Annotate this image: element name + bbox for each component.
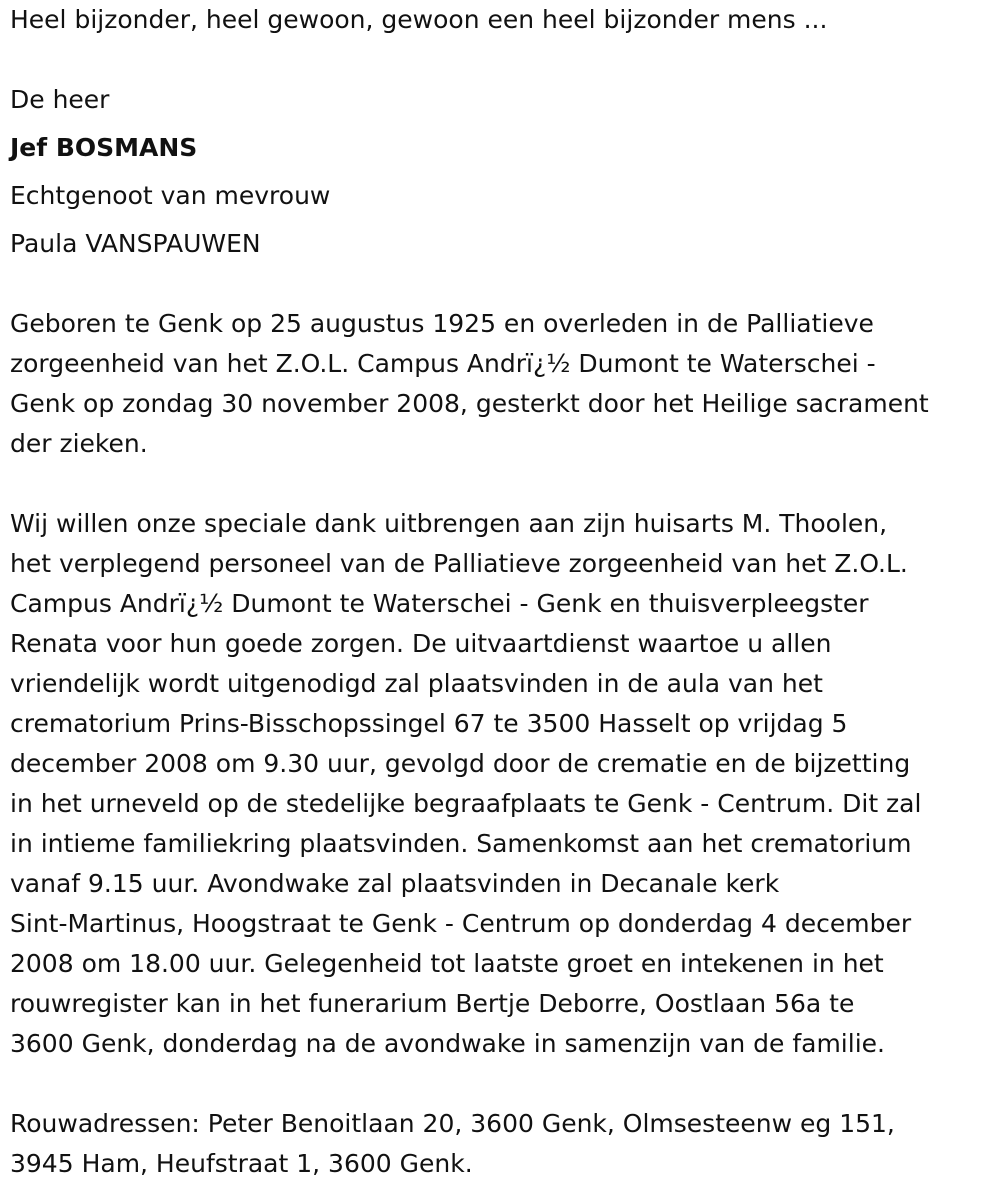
paragraph-line: Rouwadressen: Peter Benoitlaan 20, 3600 Genk, Olmsesteenw eg 151, [10, 1109, 895, 1138]
spouse-label: Echtgenoot van mevrouw [10, 181, 331, 210]
paragraph-line: zorgeenheid van het Z.O.L. Campus Andrï¿½ Dumont te Waterschei - [10, 349, 876, 378]
deceased-name: Jef BOSMANS [10, 133, 198, 162]
paragraph-line: het verplegend personeel van de Palliatieve zorgeenheid van het Z.O.L. [10, 549, 908, 578]
address-paragraph [10, 1104, 992, 1184]
thanks-paragraph [10, 504, 992, 1064]
paragraph-line: vriendelijk wordt uitgenodigd zal plaatsvinden in de aula van het [10, 669, 823, 698]
paragraph-line: rouwregister kan in het funerarium Bertje Deborre, Oostlaan 56a te [10, 989, 855, 1018]
paragraph-line: crematorium Prins-Bisschopssingel 67 te 3500 Hasselt op vrijdag 5 [10, 709, 848, 738]
intro-text: Heel bijzonder, heel gewoon, gewoon een heel bijzonder mens ... [10, 5, 828, 34]
paragraph-line: in intieme familiekring plaatsvinden. Samenkomst aan het crematorium [10, 829, 912, 858]
spacer [10, 464, 992, 504]
paragraph-line: in het urneveld op de stedelijke begraafplaats te Genk - Centrum. Dit zal [10, 789, 922, 818]
salutation: De heer [10, 85, 110, 114]
spacer [10, 40, 992, 80]
paragraph-line: december 2008 om 9.30 uur, gevolgd door de crematie en de bijzetting [10, 749, 911, 778]
spacer [10, 264, 992, 304]
paragraph-line: 3600 Genk, donderdag na de avondwake in samenzijn van de familie. [10, 1029, 885, 1058]
paragraph-line: Sint-Martinus, Hoogstraat te Genk - Centrum op donderdag 4 december [10, 909, 912, 938]
paragraph-line: Wij willen onze speciale dank uitbrengen aan zijn huisarts M. Thoolen, [10, 509, 888, 538]
spacer [10, 1064, 992, 1104]
paragraph-line: Renata voor hun goede zorgen. De uitvaartdienst waartoe u allen [10, 629, 832, 658]
spouse-name: Paula VANSPAUWEN [10, 229, 261, 258]
paragraph-line: Genk op zondag 30 november 2008, gesterkt door het Heilige sacrament [10, 389, 929, 418]
birth-paragraph [10, 304, 992, 464]
paragraph-line: 2008 om 18.00 uur. Gelegenheid tot laatste groet en intekenen in het [10, 949, 884, 978]
paragraph-line: der zieken. [10, 429, 148, 458]
paragraph-line: 3945 Ham, Heufstraat 1, 3600 Genk. [10, 1149, 473, 1178]
paragraph-line: vanaf 9.15 uur. Avondwake zal plaatsvinden in Decanale kerk [10, 869, 780, 898]
paragraph-line: Geboren te Genk op 25 augustus 1925 en overleden in de Palliatieve [10, 309, 874, 338]
obituary-document [10, 0, 992, 1184]
paragraph-line: Campus Andrï¿½ Dumont te Waterschei - Genk en thuisverpleegster [10, 589, 869, 618]
